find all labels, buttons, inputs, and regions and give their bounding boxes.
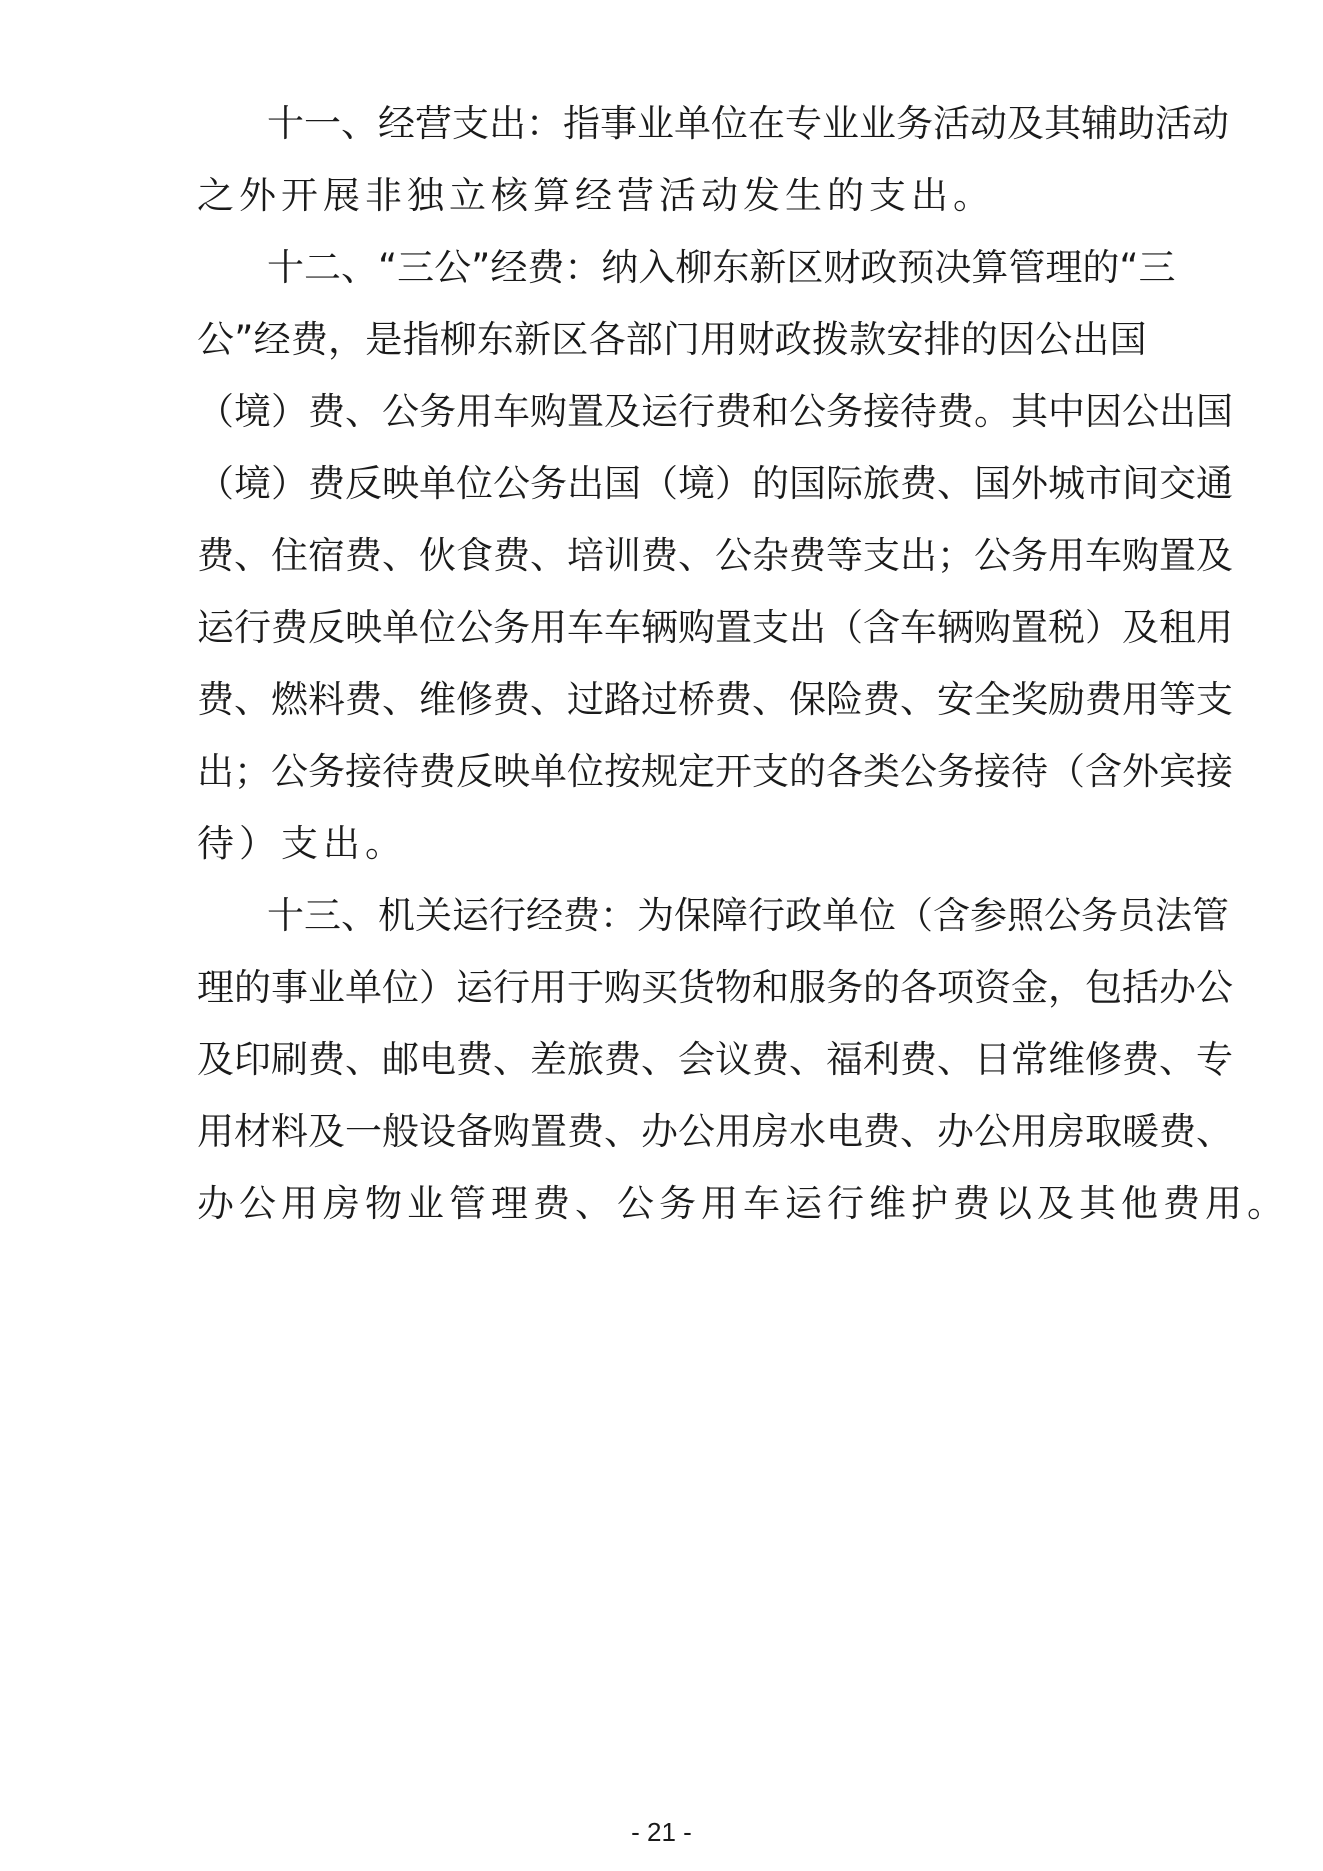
text-line: 及 印 刷 费 、 邮 电 费 、 差 旅 费 、 会 议 费 、 福 利 费 、 日 常 维 修 费 、 专 bbox=[197, 1038, 1233, 1081]
text-line: 公 ” 经 费 ， 是 指 柳 东 新 区 各 部 门 用 财 政 拨 款 安 排 的 因 公 出 国 bbox=[197, 318, 1147, 361]
text-line: 用 材 料 及 一 般 设 备 购 置 费 、 办 公 用 房 水 电 费 、 办 公 用 房 取 暖 费 、 bbox=[197, 1110, 1233, 1153]
text-line: 出 ； 公 务 接 待 费 反 映 单 位 按 规 定 开 支 的 各 类 公 务 接 待 （ 含 外 宾 接 bbox=[197, 750, 1233, 793]
text-line: （ 境 ） 费 反 映 单 位 公 务 出 国 （ 境 ） 的 国 际 旅 费 、 国 外 城 市 间 交 通 bbox=[197, 462, 1233, 505]
text-line: 十 三 、 机 关 运 行 经 费 ： 为 保 障 行 政 单 位 （ 含 参 照 公 务 员 法 管 bbox=[267, 894, 1229, 937]
paragraph-three-public-expenses bbox=[197, 232, 1233, 880]
text-line: 理 的 事 业 单 位 ） 运 行 用 于 购 买 货 物 和 服 务 的 各 项 资 金 ， 包 括 办 公 bbox=[197, 966, 1233, 1009]
text-line: 十 二 、 “ 三 公 ” 经 费 ： 纳 入 柳 东 新 区 财 政 预 决 算 管 理 的 “ 三 bbox=[267, 246, 1176, 289]
paragraph-operating-expenses bbox=[197, 88, 1229, 232]
page-number: - 21 - bbox=[631, 1817, 692, 1847]
text-line: （ 境 ） 费 、 公 务 用 车 购 置 及 运 行 费 和 公 务 接 待 费 。 其 中 因 公 出 国 bbox=[197, 390, 1233, 433]
text-line: 费 、 燃 料 费 、 维 修 费 、 过 路 过 桥 费 、 保 险 费 、 安 全 奖 励 费 用 等 支 bbox=[197, 678, 1233, 721]
text-line: 待）支出。 bbox=[197, 822, 407, 865]
text-line: 之外开展非独立核算经营活动发生的支出。 bbox=[197, 174, 995, 217]
text-line: 办公用房物业管理费、公务用车运行维护费以及其他费用。 bbox=[197, 1182, 1289, 1225]
text-line: 十 一 、 经 营 支 出 ： 指 事 业 单 位 在 专 业 业 务 活 动 及 其 辅 助 活 动 bbox=[267, 102, 1229, 145]
document-body bbox=[197, 88, 1289, 1240]
text-line: 费 、 住 宿 费 、 伙 食 费 、 培 训 费 、 公 杂 费 等 支 出 ； 公 务 用 车 购 置 及 bbox=[197, 534, 1233, 577]
paragraph-agency-operating-costs bbox=[197, 880, 1289, 1240]
text-line: 运 行 费 反 映 单 位 公 务 用 车 车 辆 购 置 支 出 （ 含 车 辆 购 置 税 ） 及 租 用 bbox=[197, 606, 1233, 649]
